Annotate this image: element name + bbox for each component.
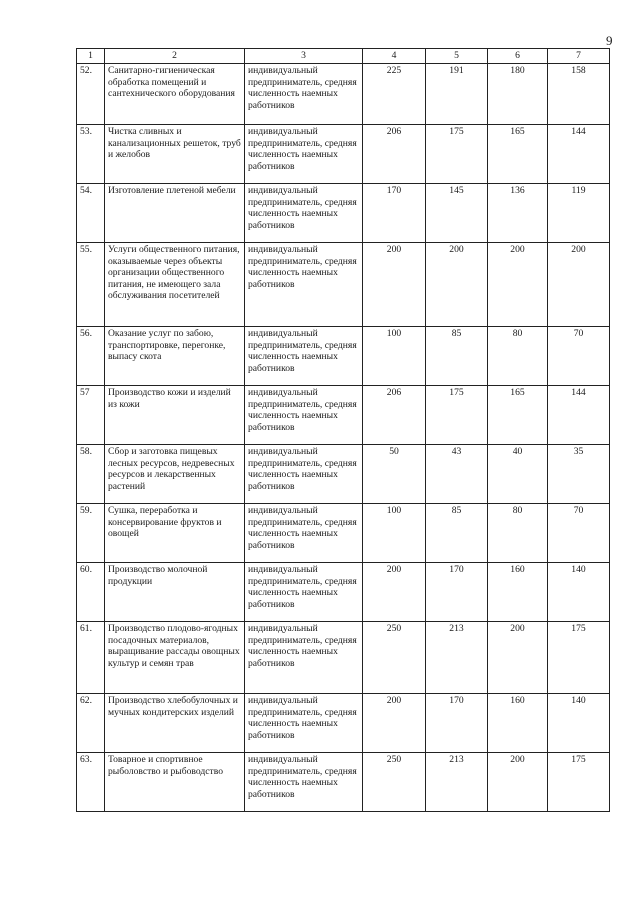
value-col4: 206 [363, 386, 426, 445]
value-col5: 85 [426, 327, 488, 386]
tariff-table [76, 48, 610, 812]
value-col7: 144 [548, 125, 610, 184]
row-number: 59. [77, 504, 105, 563]
value-col7: 140 [548, 694, 610, 753]
row-number: 55. [77, 243, 105, 327]
value-col5: 213 [426, 753, 488, 812]
value-col7: 35 [548, 445, 610, 504]
table-row [77, 125, 610, 184]
row-number: 54. [77, 184, 105, 243]
taxpayer-category: индивидуальный предприниматель, средняя численность наемных работников [245, 622, 363, 694]
value-col6: 160 [488, 694, 548, 753]
value-col5: 85 [426, 504, 488, 563]
value-col4: 206 [363, 125, 426, 184]
taxpayer-category: индивидуальный предприниматель, средняя численность наемных работников [245, 753, 363, 812]
value-col5: 175 [426, 386, 488, 445]
table-row [77, 243, 610, 327]
table-row [77, 184, 610, 243]
taxpayer-category: индивидуальный предприниматель, средняя численность наемных работников [245, 445, 363, 504]
taxpayer-category: индивидуальный предприниматель, средняя численность наемных работников [245, 125, 363, 184]
value-col4: 250 [363, 753, 426, 812]
table-row [77, 753, 610, 812]
value-col5: 145 [426, 184, 488, 243]
value-col4: 225 [363, 64, 426, 125]
taxpayer-category: индивидуальный предприниматель, средняя численность наемных работников [245, 64, 363, 125]
value-col6: 200 [488, 753, 548, 812]
value-col5: 175 [426, 125, 488, 184]
column-header: 6 [488, 49, 548, 64]
value-col7: 175 [548, 753, 610, 812]
value-col7: 70 [548, 504, 610, 563]
value-col7: 119 [548, 184, 610, 243]
row-number: 63. [77, 753, 105, 812]
column-header: 5 [426, 49, 488, 64]
value-col7: 200 [548, 243, 610, 327]
value-col6: 165 [488, 386, 548, 445]
taxpayer-category: индивидуальный предприниматель, средняя численность наемных работников [245, 504, 363, 563]
taxpayer-category: индивидуальный предприниматель, средняя численность наемных работников [245, 563, 363, 622]
service-name: Изготовление плетеной мебели [105, 184, 245, 243]
row-number: 62. [77, 694, 105, 753]
row-number: 60. [77, 563, 105, 622]
service-name: Санитарно-гигиеническая обработка помещений и сантехнического оборудования [105, 64, 245, 125]
value-col4: 170 [363, 184, 426, 243]
value-col5: 43 [426, 445, 488, 504]
column-header: 1 [77, 49, 105, 64]
taxpayer-category: индивидуальный предприниматель, средняя численность наемных работников [245, 184, 363, 243]
value-col4: 100 [363, 504, 426, 563]
service-name: Сбор и заготовка пищевых лесных ресурсов, недревесных ресурсов и лекарственных растений [105, 445, 245, 504]
row-number: 56. [77, 327, 105, 386]
header-row [77, 49, 610, 64]
service-name: Чистка сливных и канализационных решеток, труб и желобов [105, 125, 245, 184]
service-name: Производство плодово-ягодных посадочных материалов, выращивание рассады овощных культур и семян трав [105, 622, 245, 694]
page-number: 9 [606, 33, 613, 48]
service-name: Сушка, переработка и консервирование фруктов и овощей [105, 504, 245, 563]
value-col4: 200 [363, 563, 426, 622]
value-col7: 70 [548, 327, 610, 386]
service-name: Производство молочной продукции [105, 563, 245, 622]
value-col7: 144 [548, 386, 610, 445]
table-row [77, 694, 610, 753]
value-col7: 175 [548, 622, 610, 694]
value-col7: 140 [548, 563, 610, 622]
value-col6: 200 [488, 622, 548, 694]
service-name: Производство кожи и изделий из кожи [105, 386, 245, 445]
value-col6: 200 [488, 243, 548, 327]
row-number: 52. [77, 64, 105, 125]
value-col4: 100 [363, 327, 426, 386]
table-row [77, 64, 610, 125]
row-number: 61. [77, 622, 105, 694]
service-name: Производство хлебобулочных и мучных кондитерских изделий [105, 694, 245, 753]
value-col4: 200 [363, 243, 426, 327]
taxpayer-category: индивидуальный предприниматель, средняя численность наемных работников [245, 694, 363, 753]
table-row [77, 622, 610, 694]
value-col5: 170 [426, 694, 488, 753]
column-header: 2 [105, 49, 245, 64]
service-name: Услуги общественного питания, оказываемые через объекты организации общественного питания, не имеющего зала обслуживания посетителей [105, 243, 245, 327]
table-row [77, 327, 610, 386]
value-col5: 200 [426, 243, 488, 327]
value-col5: 170 [426, 563, 488, 622]
taxpayer-category: индивидуальный предприниматель, средняя численность наемных работников [245, 386, 363, 445]
taxpayer-category: индивидуальный предприниматель, средняя численность наемных работников [245, 327, 363, 386]
value-col6: 136 [488, 184, 548, 243]
table-row [77, 504, 610, 563]
value-col6: 180 [488, 64, 548, 125]
value-col4: 50 [363, 445, 426, 504]
value-col6: 40 [488, 445, 548, 504]
value-col5: 213 [426, 622, 488, 694]
value-col6: 160 [488, 563, 548, 622]
table-row [77, 445, 610, 504]
service-name: Товарное и спортивное рыболовство и рыбоводство [105, 753, 245, 812]
table-row [77, 563, 610, 622]
row-number: 57 [77, 386, 105, 445]
value-col4: 250 [363, 622, 426, 694]
value-col6: 165 [488, 125, 548, 184]
column-header: 4 [363, 49, 426, 64]
table-row [77, 386, 610, 445]
row-number: 58. [77, 445, 105, 504]
value-col4: 200 [363, 694, 426, 753]
column-header: 3 [245, 49, 363, 64]
row-number: 53. [77, 125, 105, 184]
value-col6: 80 [488, 504, 548, 563]
value-col7: 158 [548, 64, 610, 125]
value-col6: 80 [488, 327, 548, 386]
taxpayer-category: индивидуальный предприниматель, средняя численность наемных работников [245, 243, 363, 327]
service-name: Оказание услуг по забою, транспортировке, перегонке, выпасу скота [105, 327, 245, 386]
value-col5: 191 [426, 64, 488, 125]
column-header: 7 [548, 49, 610, 64]
